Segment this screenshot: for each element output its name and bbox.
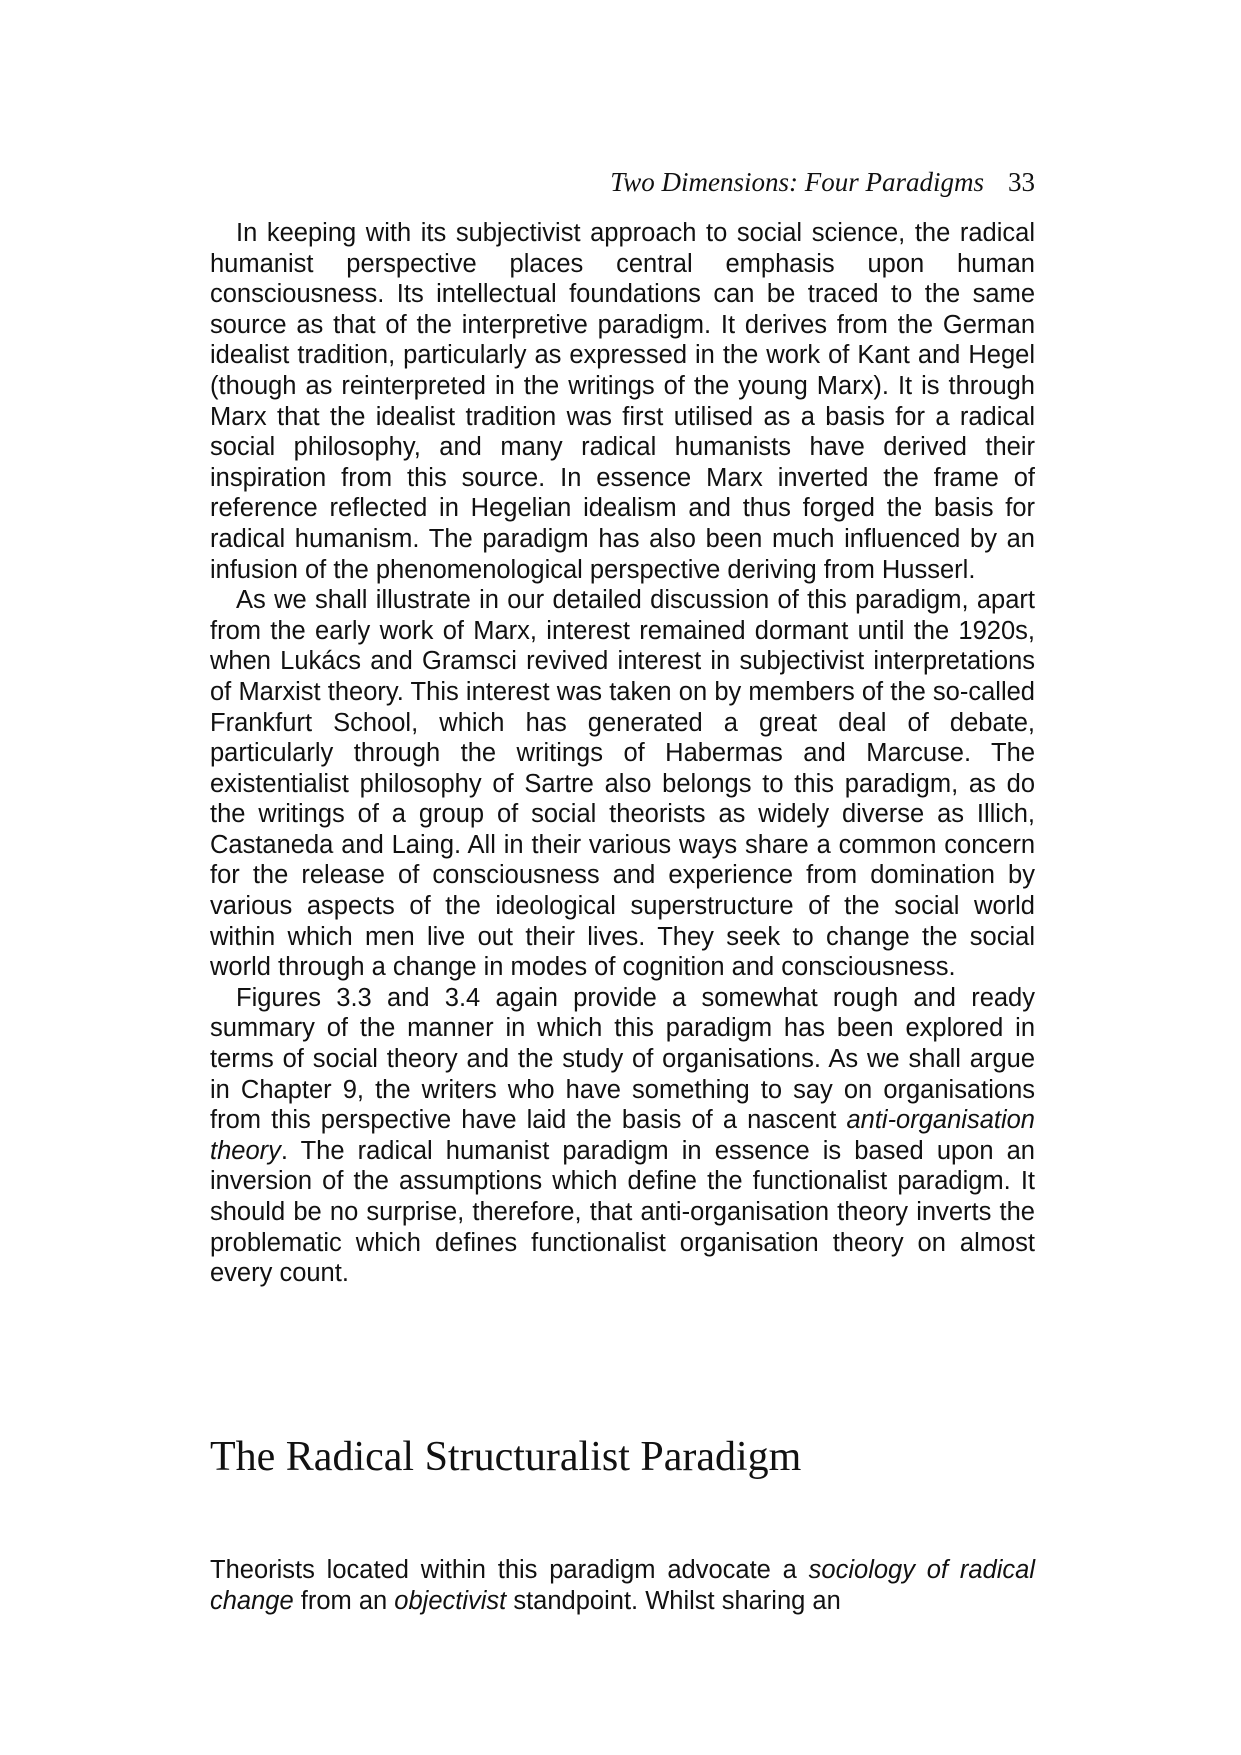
section-text-3: standpoint. Whilst sharing an: [506, 1586, 841, 1615]
paragraph-3: [210, 983, 1035, 1289]
section-heading: The Radical Structuralist Paradigm: [210, 1434, 802, 1480]
section-body: [210, 1555, 1035, 1616]
paragraph-3-text-after: . The radical humanist paradigm in essence is based upon an inversion of the assumptions which define the functionalist paradigm. It should be no surprise, therefore, that anti-organisation theory inverts the problematic which defines functionalist organisation theory on almost every count.: [210, 1136, 1035, 1288]
section-italic-1: sociology of radical change: [210, 1556, 1035, 1615]
section-italic-2: objectivist: [394, 1586, 507, 1615]
section-text-2: from an: [293, 1586, 395, 1615]
running-head-title: Two Dimensions: Four Paradigms: [610, 167, 984, 197]
page-number: 33: [1008, 167, 1035, 197]
paragraph-3-italic-term: anti-organisation theory: [210, 1106, 1035, 1165]
paragraph-1: In keeping with its subjectivist approach to social science, the radical humanist perspective places central emphasis upon human consciousness. Its intellectual foundations can be traced to the same source as that of the interpretive paradigm. It derives from the German idealist tradition, particularly as expressed in the work of Kant and Hegel (though as reinterpreted in the writings of the young Marx). It is through Marx that the idealist tradition was first utilised as a basis for a radical social philosophy, and many radical humanists have derived their inspiration from this source. In essence Marx inverted the frame of reference reflected in Hegelian idealism and thus forged the basis for radical humanism. The paradigm has also been much influenced by an infusion of the phenomenological perspective deriving from Husserl.: [210, 219, 1035, 584]
running-head: [210, 166, 1035, 198]
section-text-1: Theorists located within this paradigm advocate a: [210, 1556, 809, 1584]
body-text: [210, 218, 1035, 1289]
paragraph-3-text-before: Figures 3.3 and 3.4 again provide a somewhat rough and ready summary of the manner in which this paradigm has been explored in terms of social theory and the study of organisations. As we shall argue in Chapter 9, the writers who have something to say on organisations from this perspective have laid the basis of a nascent: [210, 983, 1035, 1135]
section-paragraph: [210, 1555, 1035, 1616]
paragraph-2: As we shall illustrate in our detailed discussion of this paradigm, apart from the early work of Marx, interest remained dormant until the 1920s, when Lukács and Gramsci revived interest in subjectivist interpretations of Marxist theory. This interest was taken on by members of the so-called Frankfurt School, which has generated a great deal of debate, particularly through the writings of Habermas and Marcuse. The existentialist philosophy of Sartre also belongs to this paradigm, as do the writings of a group of social theorists as widely diverse as Illich, Castaneda and Laing. All in their various ways share a common concern for the release of consciousness and experience from domination by various aspects of the ideological superstructure of the social world within which men live out their lives. They seek to change the social world through a change in modes of cognition and consciousness.: [210, 586, 1035, 982]
